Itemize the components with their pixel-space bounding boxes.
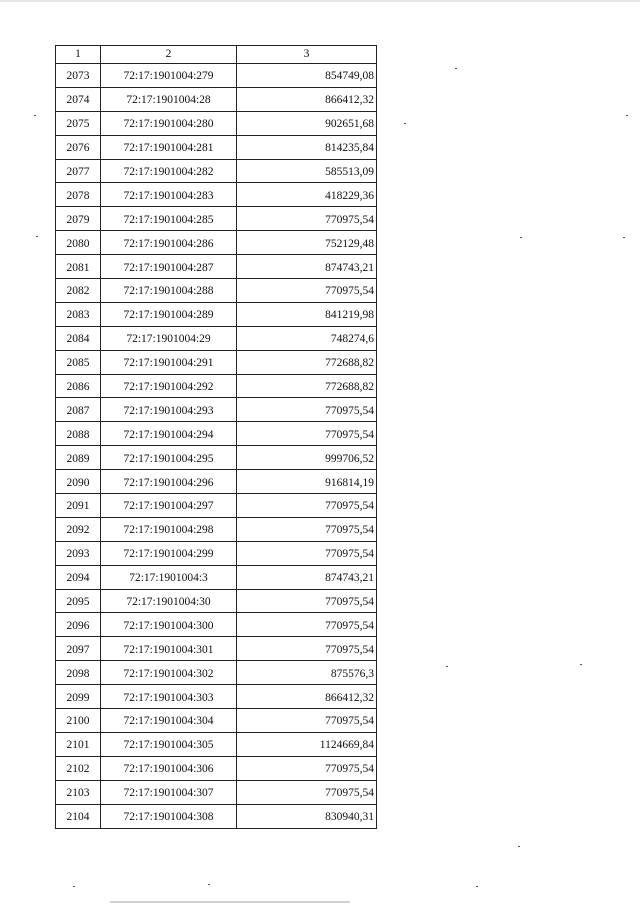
cadastral-value-cell: 585513,09 — [237, 159, 377, 183]
table-row — [56, 637, 377, 661]
scan-speck — [580, 664, 582, 665]
cadastral-number-cell: 72:17:1901004:3 — [101, 565, 237, 589]
cadastral-number-cell: 72:17:1901004:288 — [101, 279, 237, 303]
cadastral-value-cell: 748274,6 — [237, 326, 377, 350]
table-header-row — [56, 46, 377, 64]
cadastral-number-cell: 72:17:1901004:304 — [101, 709, 237, 733]
row-number-cell: 2077 — [56, 159, 101, 183]
row-number-cell: 2103 — [56, 780, 101, 804]
cadastral-number-cell: 72:17:1901004:279 — [101, 64, 237, 88]
row-number-cell: 2101 — [56, 732, 101, 756]
cadastral-number-cell: 72:17:1901004:305 — [101, 732, 237, 756]
cadastral-number-cell: 72:17:1901004:281 — [101, 135, 237, 159]
cadastral-number-cell: 72:17:1901004:29 — [101, 326, 237, 350]
table-row — [56, 470, 377, 494]
cadastral-number-cell: 72:17:1901004:308 — [101, 804, 237, 828]
cadastral-value-table — [55, 45, 377, 829]
table-row — [56, 135, 377, 159]
row-number-cell: 2083 — [56, 302, 101, 326]
table-row — [56, 302, 377, 326]
row-number-cell: 2084 — [56, 326, 101, 350]
cadastral-value-cell: 772688,82 — [237, 374, 377, 398]
table-row — [56, 732, 377, 756]
row-number-cell: 2089 — [56, 446, 101, 470]
table-row — [56, 374, 377, 398]
cadastral-number-cell: 72:17:1901004:306 — [101, 756, 237, 780]
table-row — [56, 685, 377, 709]
cadastral-number-cell: 72:17:1901004:298 — [101, 517, 237, 541]
scan-speck — [36, 236, 38, 237]
cadastral-number-cell: 72:17:1901004:30 — [101, 589, 237, 613]
cadastral-value-cell: 814235,84 — [237, 135, 377, 159]
scan-bottom-edge — [110, 901, 350, 903]
column-header-3: 3 — [237, 46, 377, 64]
table-row — [56, 255, 377, 279]
cadastral-number-cell: 72:17:1901004:299 — [101, 541, 237, 565]
cadastral-number-cell: 72:17:1901004:285 — [101, 207, 237, 231]
scan-speck — [520, 237, 522, 238]
cadastral-value-cell: 770975,54 — [237, 279, 377, 303]
row-number-cell: 2080 — [56, 231, 101, 255]
scan-speck — [455, 68, 457, 69]
row-number-cell: 2104 — [56, 804, 101, 828]
table-row — [56, 159, 377, 183]
row-number-cell: 2099 — [56, 685, 101, 709]
cadastral-number-cell: 72:17:1901004:293 — [101, 398, 237, 422]
table-row — [56, 398, 377, 422]
table-row — [56, 780, 377, 804]
column-header-1: 1 — [56, 46, 101, 64]
cadastral-value-cell: 875576,3 — [237, 661, 377, 685]
row-number-cell: 2091 — [56, 494, 101, 518]
cadastral-value-cell: 841219,98 — [237, 302, 377, 326]
table-body — [56, 64, 377, 829]
cadastral-value-cell: 770975,54 — [237, 541, 377, 565]
row-number-cell: 2073 — [56, 64, 101, 88]
cadastral-value-cell: 772688,82 — [237, 350, 377, 374]
row-number-cell: 2100 — [56, 709, 101, 733]
cadastral-value-cell: 866412,32 — [237, 685, 377, 709]
scan-top-edge — [0, 0, 640, 2]
cadastral-value-cell: 770975,54 — [237, 613, 377, 637]
row-number-cell: 2092 — [56, 517, 101, 541]
cadastral-value-cell: 752129,48 — [237, 231, 377, 255]
cadastral-number-cell: 72:17:1901004:287 — [101, 255, 237, 279]
table-row — [56, 589, 377, 613]
scan-speck — [518, 846, 520, 847]
cadastral-number-cell: 72:17:1901004:28 — [101, 87, 237, 111]
cadastral-value-cell: 770975,54 — [237, 207, 377, 231]
cadastral-value-cell: 770975,54 — [237, 422, 377, 446]
cadastral-number-cell: 72:17:1901004:297 — [101, 494, 237, 518]
table-row — [56, 111, 377, 135]
cadastral-number-cell: 72:17:1901004:289 — [101, 302, 237, 326]
cadastral-number-cell: 72:17:1901004:286 — [101, 231, 237, 255]
cadastral-value-cell: 854749,08 — [237, 64, 377, 88]
row-number-cell: 2094 — [56, 565, 101, 589]
cadastral-value-cell: 999706,52 — [237, 446, 377, 470]
scan-speck — [476, 886, 478, 887]
table-row — [56, 326, 377, 350]
scan-speck — [34, 115, 36, 116]
cadastral-number-cell: 72:17:1901004:302 — [101, 661, 237, 685]
cadastral-value-cell: 770975,54 — [237, 398, 377, 422]
cadastral-value-cell: 866412,32 — [237, 87, 377, 111]
cadastral-value-cell: 874743,21 — [237, 565, 377, 589]
cadastral-value-cell: 770975,54 — [237, 709, 377, 733]
table-row — [56, 541, 377, 565]
table-row — [56, 756, 377, 780]
row-number-cell: 2074 — [56, 87, 101, 111]
cadastral-value-cell: 874743,21 — [237, 255, 377, 279]
cadastral-number-cell: 72:17:1901004:282 — [101, 159, 237, 183]
table-row — [56, 350, 377, 374]
row-number-cell: 2085 — [56, 350, 101, 374]
row-number-cell: 2086 — [56, 374, 101, 398]
row-number-cell: 2096 — [56, 613, 101, 637]
table-row — [56, 207, 377, 231]
cadastral-number-cell: 72:17:1901004:283 — [101, 183, 237, 207]
table-row — [56, 231, 377, 255]
cadastral-number-cell: 72:17:1901004:291 — [101, 350, 237, 374]
cadastral-value-cell: 916814,19 — [237, 470, 377, 494]
table-row — [56, 279, 377, 303]
row-number-cell: 2093 — [56, 541, 101, 565]
table-row — [56, 613, 377, 637]
table-row — [56, 804, 377, 828]
row-number-cell: 2081 — [56, 255, 101, 279]
row-number-cell: 2087 — [56, 398, 101, 422]
cadastral-value-cell: 1124669,84 — [237, 732, 377, 756]
table-row — [56, 446, 377, 470]
cadastral-value-cell: 770975,54 — [237, 756, 377, 780]
cadastral-value-cell: 770975,54 — [237, 517, 377, 541]
table-row — [56, 494, 377, 518]
row-number-cell: 2078 — [56, 183, 101, 207]
scan-speck — [208, 884, 210, 885]
cadastral-value-cell: 770975,54 — [237, 589, 377, 613]
cadastral-number-cell: 72:17:1901004:300 — [101, 613, 237, 637]
table-row — [56, 422, 377, 446]
row-number-cell: 2098 — [56, 661, 101, 685]
row-number-cell: 2088 — [56, 422, 101, 446]
cadastral-value-cell: 770975,54 — [237, 494, 377, 518]
scan-speck — [404, 123, 406, 124]
cadastral-number-cell: 72:17:1901004:307 — [101, 780, 237, 804]
cadastral-number-cell: 72:17:1901004:303 — [101, 685, 237, 709]
cadastral-number-cell: 72:17:1901004:280 — [101, 111, 237, 135]
cadastral-number-cell: 72:17:1901004:292 — [101, 374, 237, 398]
scan-speck — [73, 886, 75, 887]
row-number-cell: 2082 — [56, 279, 101, 303]
cadastral-number-cell: 72:17:1901004:296 — [101, 470, 237, 494]
scan-speck — [446, 666, 448, 667]
cadastral-value-cell: 830940,31 — [237, 804, 377, 828]
row-number-cell: 2075 — [56, 111, 101, 135]
table-row — [56, 64, 377, 88]
cadastral-value-cell: 902651,68 — [237, 111, 377, 135]
column-header-2: 2 — [101, 46, 237, 64]
row-number-cell: 2097 — [56, 637, 101, 661]
table-row — [56, 661, 377, 685]
row-number-cell: 2079 — [56, 207, 101, 231]
cadastral-number-cell: 72:17:1901004:295 — [101, 446, 237, 470]
row-number-cell: 2095 — [56, 589, 101, 613]
cadastral-value-cell: 770975,54 — [237, 780, 377, 804]
table-row — [56, 87, 377, 111]
table-row — [56, 517, 377, 541]
row-number-cell: 2102 — [56, 756, 101, 780]
table-row — [56, 709, 377, 733]
cadastral-number-cell: 72:17:1901004:294 — [101, 422, 237, 446]
scan-speck — [626, 115, 628, 116]
cadastral-value-cell: 418229,36 — [237, 183, 377, 207]
scan-speck — [623, 237, 625, 238]
cadastral-number-cell: 72:17:1901004:301 — [101, 637, 237, 661]
row-number-cell: 2076 — [56, 135, 101, 159]
cadastral-value-cell: 770975,54 — [237, 637, 377, 661]
row-number-cell: 2090 — [56, 470, 101, 494]
table-row — [56, 183, 377, 207]
table-row — [56, 565, 377, 589]
